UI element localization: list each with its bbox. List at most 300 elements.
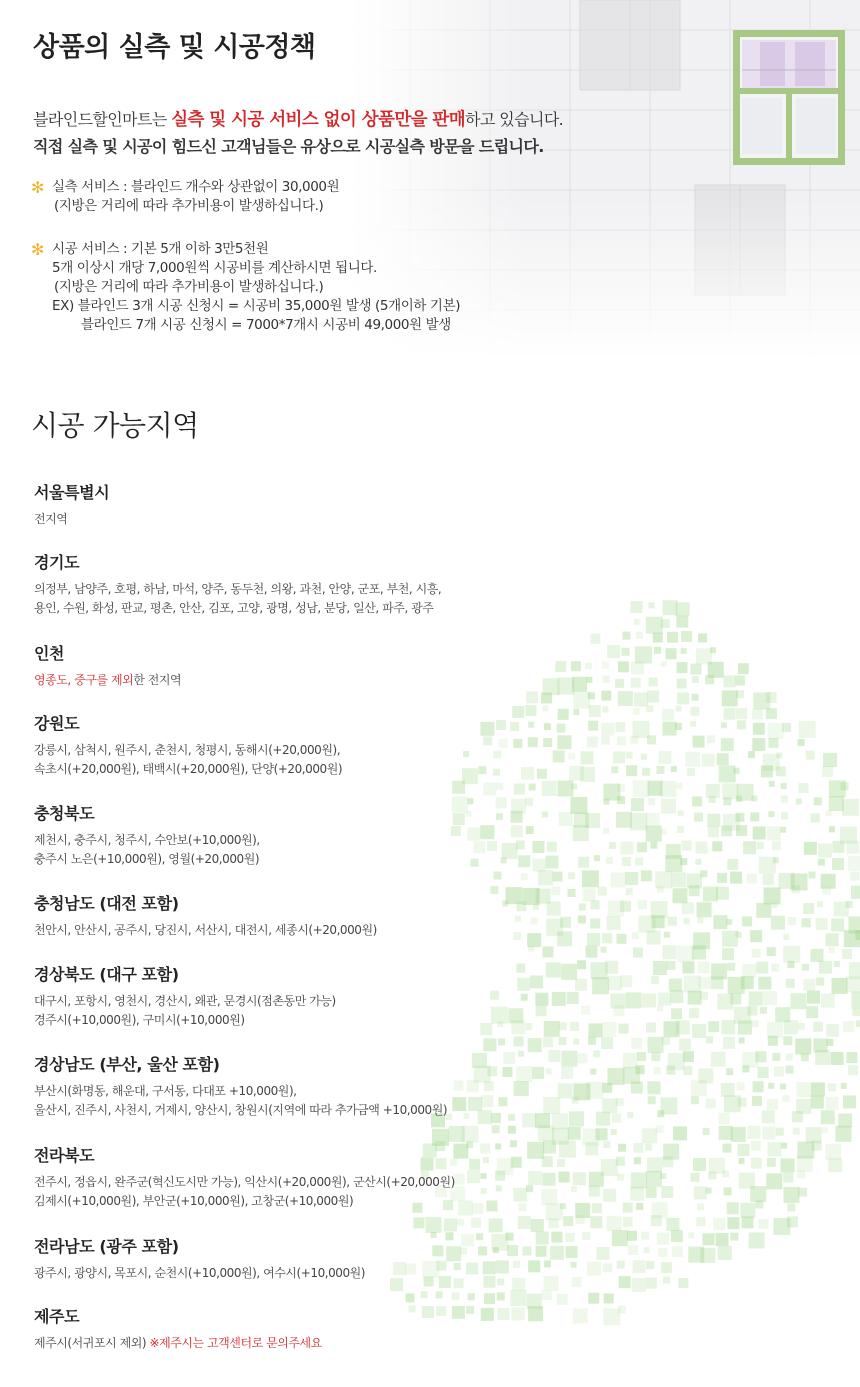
- map-tile: [750, 812, 759, 821]
- map-tile: [646, 617, 663, 634]
- map-tile: [560, 917, 571, 928]
- map-tile: [813, 1022, 823, 1032]
- map-tile: [526, 691, 538, 703]
- map-tile: [663, 722, 677, 736]
- map-tile: [763, 874, 774, 885]
- map-tile: [454, 1174, 465, 1185]
- map-tile: [528, 737, 538, 747]
- map-tile: [756, 962, 768, 974]
- map-tile: [751, 1141, 761, 1151]
- map-tile: [606, 857, 613, 864]
- map-tile: [684, 918, 690, 924]
- map-tile: [603, 1263, 612, 1272]
- map-tile: [512, 1278, 525, 1291]
- map-tile: [467, 1080, 479, 1092]
- map-tile: [483, 1276, 495, 1288]
- map-tile: [841, 1083, 847, 1089]
- map-tile: [511, 825, 523, 837]
- map-tile: [773, 857, 779, 863]
- map-tile: [452, 1097, 466, 1111]
- map-tile: [590, 1216, 602, 1228]
- map-tile: [542, 811, 548, 817]
- map-tile: [762, 1126, 775, 1139]
- map-tile: [618, 1144, 626, 1152]
- map-tile: [547, 902, 561, 916]
- map-tile: [654, 647, 661, 654]
- map-tile: [685, 752, 700, 767]
- map-tile: [835, 1126, 851, 1142]
- map-tile: [518, 855, 530, 867]
- map-tile: [588, 1023, 602, 1037]
- map-tile: [676, 602, 690, 616]
- map-tile: [626, 888, 633, 895]
- map-tile: [641, 1232, 649, 1240]
- map-tile: [451, 1292, 459, 1300]
- map-tile: [703, 887, 718, 902]
- map-tile: [649, 602, 655, 608]
- map-tile: [676, 616, 688, 628]
- map-tile: [788, 961, 795, 968]
- map-tile: [630, 736, 638, 744]
- map-tile: [786, 1066, 794, 1074]
- map-tile: [559, 1022, 567, 1030]
- map-tile: [677, 662, 688, 673]
- map-tile: [543, 738, 552, 747]
- map-tile: [538, 1125, 554, 1141]
- map-tile: [782, 1095, 789, 1102]
- map-tile: [535, 993, 548, 1006]
- map-tile: [616, 1157, 625, 1166]
- map-tile: [772, 902, 778, 908]
- map-tile: [622, 648, 630, 656]
- map-tile: [518, 1216, 531, 1229]
- map-tile: [463, 751, 469, 757]
- map-tile: [661, 829, 667, 835]
- map-tile: [516, 901, 526, 911]
- map-tile: [751, 796, 757, 802]
- map-tile: [597, 1247, 610, 1260]
- map-tile: [678, 810, 684, 816]
- map-tile: [834, 961, 840, 967]
- map-tile: [495, 1171, 505, 1181]
- map-tile: [828, 1158, 842, 1172]
- map-tile: [424, 1276, 434, 1286]
- map-tile: [722, 690, 738, 706]
- map-tile: [593, 1050, 600, 1057]
- map-tile: [601, 1037, 613, 1049]
- map-tile: [560, 1203, 566, 1209]
- map-tile: [568, 753, 575, 760]
- map-tile: [536, 1232, 549, 1245]
- region-line: 충주시 노은(+10,000원), 영월(+20,000원): [34, 852, 260, 866]
- map-tile: [570, 1022, 579, 1031]
- map-tile: [846, 1052, 857, 1063]
- map-tile: [508, 1126, 516, 1134]
- install-line-3: (지방은 거리에 따라 추가비용이 발생하십니다.): [54, 279, 324, 295]
- map-tile: [681, 631, 692, 642]
- map-tile: [508, 1114, 515, 1121]
- map-tile: [736, 932, 742, 938]
- map-tile: [453, 1144, 468, 1159]
- map-tile: [737, 720, 746, 729]
- map-tile: [753, 1081, 764, 1092]
- map-tile: [497, 1292, 505, 1300]
- map-tile: [680, 858, 687, 865]
- map-tile: [558, 1037, 566, 1045]
- map-tile: [646, 826, 662, 842]
- map-tile: [641, 754, 647, 760]
- map-tile: [550, 1246, 564, 1260]
- map-tile: [536, 889, 551, 904]
- map-tile: [738, 663, 749, 674]
- map-tile: [710, 976, 723, 989]
- map-tile: [541, 693, 552, 704]
- map-tile: [594, 855, 600, 861]
- map-tile: [573, 1039, 579, 1045]
- map-tile: [690, 1173, 699, 1182]
- map-tile: [816, 978, 824, 986]
- map-tile: [528, 1038, 542, 1052]
- map-tile: [752, 1096, 762, 1106]
- map-tile: [616, 812, 632, 828]
- map-tile: [722, 1170, 729, 1177]
- map-tile: [590, 919, 600, 929]
- map-tile: [740, 1203, 755, 1218]
- region-name: 충청북도: [34, 804, 95, 823]
- map-tile: [577, 960, 586, 969]
- map-tile: [790, 993, 806, 1009]
- map-tile: [648, 1096, 656, 1104]
- map-tile: [548, 1050, 560, 1062]
- map-tile: [646, 705, 653, 712]
- map-tile: [738, 1158, 744, 1164]
- intro-prefix: 블라인드할인마트는: [33, 110, 172, 129]
- map-tile: [432, 1245, 443, 1256]
- map-tile: [647, 1157, 662, 1172]
- map-tile: [617, 1261, 625, 1269]
- map-tile: [573, 1308, 588, 1323]
- map-tile: [487, 841, 497, 851]
- map-tile: [842, 799, 859, 816]
- map-tile: [538, 870, 553, 885]
- map-tile: [425, 1217, 441, 1233]
- map-tile: [502, 843, 518, 859]
- map-tile: [571, 1186, 577, 1192]
- map-tile: [690, 721, 696, 727]
- map-tile: [521, 994, 528, 1001]
- map-tile: [682, 962, 694, 974]
- map-tile: [467, 828, 480, 841]
- map-tile: [453, 1080, 463, 1090]
- map-tile: [694, 813, 703, 822]
- map-tile: [526, 826, 534, 834]
- map-tile: [709, 796, 716, 803]
- map-tile: [483, 736, 492, 745]
- region-name: 인천: [34, 644, 65, 663]
- map-tile: [612, 1230, 628, 1246]
- map-tile: [545, 856, 558, 869]
- map-tile: [769, 781, 775, 787]
- map-tile: [642, 1128, 657, 1143]
- map-tile: [571, 783, 577, 789]
- map-tile: [620, 975, 632, 987]
- map-tile: [528, 722, 534, 728]
- map-tile: [532, 859, 545, 872]
- map-tile: [802, 918, 811, 927]
- map-tile: [810, 949, 823, 962]
- map-tile: [841, 782, 849, 790]
- map-tile: [541, 1189, 557, 1205]
- map-tile: [618, 1305, 626, 1313]
- map-tile: [481, 1308, 494, 1321]
- map-tile: [628, 1245, 638, 1255]
- map-tile: [652, 915, 665, 928]
- map-tile: [768, 738, 778, 748]
- map-tile: [712, 841, 722, 851]
- map-tile: [542, 1290, 552, 1300]
- map-tile: [751, 1158, 762, 1169]
- korea-map-background: [390, 560, 860, 1387]
- map-tile: [843, 1095, 856, 1108]
- map-tile: [496, 797, 507, 808]
- map-tile: [721, 722, 727, 728]
- map-tile: [514, 1081, 529, 1096]
- map-tile: [631, 1172, 647, 1188]
- map-tile: [783, 934, 789, 940]
- map-tile: [487, 1066, 497, 1076]
- map-tile: [634, 619, 640, 625]
- map-tile: [569, 1111, 584, 1126]
- map-tile: [646, 1171, 662, 1187]
- map-tile: [796, 1082, 811, 1097]
- map-tile: [832, 978, 848, 994]
- map-tile: [660, 781, 676, 797]
- map-tile: [461, 1234, 474, 1247]
- map-tile: [697, 902, 712, 917]
- map-tile: [521, 873, 528, 880]
- map-tile: [588, 692, 595, 699]
- map-tile: [607, 916, 621, 930]
- map-tile: [633, 948, 643, 958]
- map-tile: [658, 751, 671, 764]
- map-tile: [571, 1097, 578, 1104]
- map-tile: [588, 1293, 599, 1304]
- map-tile: [581, 1006, 590, 1015]
- map-tile: [657, 886, 664, 893]
- map-tile: [662, 1037, 670, 1045]
- map-tile: [673, 1126, 687, 1140]
- map-tile: [575, 979, 587, 991]
- map-tile: [750, 930, 762, 942]
- star-bullet-icon: ✻: [31, 178, 45, 197]
- map-tile: [604, 1293, 614, 1303]
- map-tile: [413, 1217, 424, 1228]
- map-tile: [771, 916, 785, 930]
- map-tile: [496, 783, 503, 790]
- map-tile: [572, 1277, 582, 1287]
- map-tile: [708, 826, 719, 837]
- map-tile: [409, 1305, 416, 1312]
- map-tile: [767, 1022, 783, 1038]
- map-tile: [753, 826, 766, 839]
- map-tile: [483, 1038, 496, 1051]
- map-tile: [503, 1067, 513, 1077]
- install-line-4: EX) 블라인드 3개 시공 신청시 = 시공비 35,000원 발생 (5개이하 기본): [52, 298, 461, 314]
- map-tile: [557, 1159, 565, 1167]
- map-tile: [649, 677, 658, 686]
- map-tile: [497, 1021, 503, 1027]
- map-tile: [589, 1185, 600, 1196]
- map-tile: [752, 1020, 759, 1027]
- map-tile: [651, 1052, 660, 1061]
- map-tile: [558, 709, 569, 720]
- map-tile: [543, 1141, 556, 1154]
- map-tile: [452, 781, 465, 794]
- map-tile: [657, 1005, 663, 1011]
- map-tile: [768, 1036, 778, 1046]
- map-tile: [781, 1143, 787, 1149]
- map-tile: [661, 1262, 672, 1273]
- map-tile: [589, 705, 601, 717]
- map-tile: [613, 1005, 624, 1016]
- map-tile: [557, 1294, 568, 1305]
- map-tile: [669, 979, 682, 992]
- jeju-line: 제주시(서귀포시 제외): [34, 1336, 150, 1350]
- map-tile: [585, 1142, 598, 1155]
- map-tile: [723, 797, 731, 805]
- map-tile: [665, 855, 682, 872]
- map-tile: [688, 1232, 694, 1238]
- map-tile: [527, 933, 541, 947]
- map-tile: [531, 1219, 544, 1232]
- map-tile: [406, 1293, 415, 1302]
- map-tile: [525, 798, 533, 806]
- map-tile: [598, 886, 607, 895]
- map-tile: [822, 1127, 828, 1133]
- map-tile: [764, 887, 781, 904]
- region-seoul: [34, 480, 109, 529]
- region-line: 광주시, 광양시, 목포시, 순천시(+10,000원), 여수시(+10,000원): [34, 1266, 366, 1280]
- map-tile: [627, 1231, 637, 1241]
- map-tile: [776, 1128, 784, 1136]
- map-tile: [478, 1246, 487, 1255]
- map-tile: [570, 797, 587, 814]
- map-tile: [750, 1186, 766, 1202]
- map-tile: [715, 1233, 728, 1246]
- map-tile: [557, 678, 574, 695]
- map-tile: [582, 870, 599, 887]
- jeju-notice: ※제주시는 고객센터로 문의주세요: [149, 1336, 322, 1350]
- map-tile: [724, 1187, 732, 1195]
- map-tile: [637, 842, 647, 852]
- map-tile: [742, 1065, 749, 1072]
- map-tile: [651, 976, 659, 984]
- map-tile: [749, 1232, 765, 1248]
- map-tile: [631, 661, 644, 674]
- map-tile: [596, 1128, 608, 1140]
- map-tile: [480, 825, 494, 839]
- map-tile: [555, 661, 566, 672]
- map-tile: [656, 1125, 664, 1133]
- map-tile: [681, 648, 687, 654]
- map-tile: [630, 1187, 644, 1201]
- map-tile: [451, 826, 461, 836]
- map-tile: [635, 646, 652, 663]
- map-tile: [668, 917, 677, 926]
- map-tile: [636, 1065, 645, 1074]
- map-tile: [513, 932, 521, 940]
- map-tile: [826, 933, 839, 946]
- region-name: 충청남도 (대전 포함): [34, 894, 179, 913]
- map-tile: [589, 1172, 604, 1187]
- map-tile: [645, 1144, 652, 1151]
- map-tile: [694, 1186, 707, 1199]
- map-tile: [522, 1246, 531, 1255]
- region-gyeongbuk: [34, 962, 336, 1030]
- map-tile: [748, 751, 755, 758]
- region-line: 대구시, 포항시, 영천시, 경산시, 왜관, 문경시(점촌동만 가능): [34, 994, 336, 1008]
- map-tile: [557, 931, 572, 946]
- map-tile: [761, 765, 773, 777]
- map-tile: [736, 825, 747, 836]
- map-tile: [742, 916, 752, 926]
- map-tile: [526, 1185, 533, 1192]
- map-tile: [632, 1278, 646, 1292]
- map-tile: [691, 1096, 699, 1104]
- map-tile: [480, 1173, 486, 1179]
- map-tile: [798, 1023, 805, 1030]
- map-tile: [724, 675, 736, 687]
- map-tile: [818, 859, 825, 866]
- map-tile: [637, 1052, 646, 1061]
- map-tile: [626, 765, 637, 776]
- map-tile: [552, 992, 566, 1006]
- region-name: 제주도: [34, 1307, 80, 1326]
- map-tile: [573, 825, 589, 841]
- map-tile: [825, 1097, 838, 1110]
- map-tile: [496, 1185, 502, 1191]
- map-tile: [513, 739, 522, 748]
- map-tile: [795, 1038, 811, 1054]
- region-name: 전라북도: [34, 1146, 95, 1165]
- map-tile: [846, 976, 860, 992]
- map-tile: [697, 961, 709, 973]
- map-tile: [596, 1112, 610, 1126]
- map-tile: [642, 993, 656, 1007]
- map-tile: [468, 1293, 475, 1300]
- map-tile: [510, 1290, 526, 1306]
- map-tile: [719, 1126, 733, 1140]
- map-tile: [822, 886, 831, 895]
- map-tile: [530, 975, 543, 988]
- map-tile: [772, 841, 781, 850]
- map-tile: [626, 992, 642, 1008]
- map-tile: [633, 1143, 643, 1153]
- map-tile: [603, 1308, 620, 1325]
- map-tile: [735, 676, 745, 686]
- map-tile: [563, 1216, 573, 1226]
- map-tile: [480, 1023, 492, 1035]
- region-gyeonggi: [34, 550, 441, 618]
- map-tile: [646, 1022, 656, 1032]
- map-tile: [546, 962, 561, 977]
- map-tile: [687, 768, 695, 776]
- map-tile: [536, 1005, 547, 1016]
- map-tile: [543, 1097, 560, 1114]
- map-tile: [486, 1200, 497, 1211]
- map-tile: [603, 828, 609, 834]
- map-tile: [601, 691, 611, 701]
